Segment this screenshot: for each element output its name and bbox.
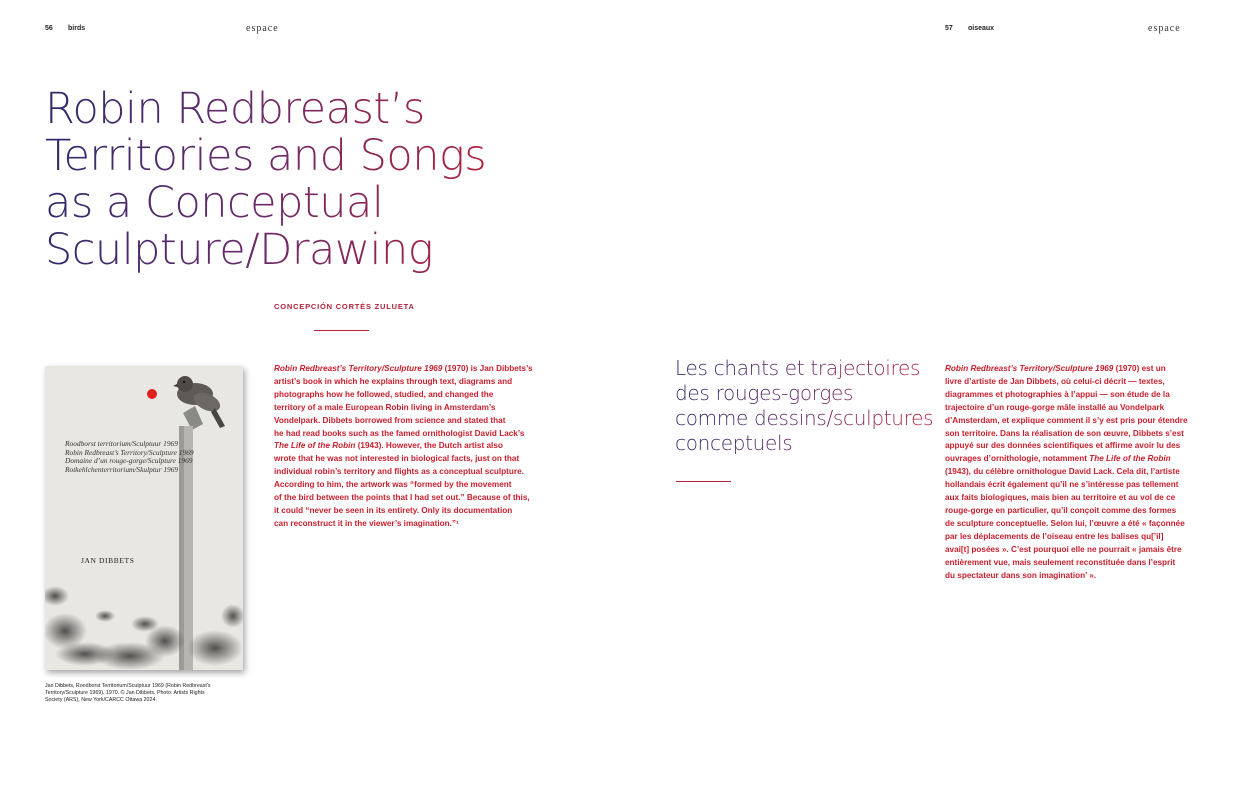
body-line: du spectateur dans son imagination’ ». <box>945 570 1097 580</box>
section-label-right: oiseaux <box>968 25 995 32</box>
body-line: individual robin’s territory and flights as a conceptual sculpture. <box>274 467 524 477</box>
body-line: diagrammes et photographies à l’appui — son étude de la <box>945 389 1170 399</box>
title-line: comme dessins/sculptures <box>675 406 934 430</box>
body-line: livre d’artiste de Jan Dibbets, où celui-ci décrit — textes, <box>945 376 1165 386</box>
robin-red-dot <box>147 389 157 399</box>
caption-line: Jan Dibbets, Roodborst Territorium/Sculptuur 1969 (Robin Redbreast’s <box>45 683 211 689</box>
article-title-fr <box>675 356 935 456</box>
article-body-fr <box>945 363 1207 582</box>
article-body-en <box>274 363 544 531</box>
body-line: de sculpture conceptuelle. Selon lui, l’œuvre a été « façonnée <box>945 518 1185 528</box>
body-line: par les déplacements de l’oiseau entre les balises qu[’il] <box>945 531 1164 541</box>
book-title: The Life of the Robin <box>274 441 356 451</box>
body-line: appuyé sur des données scientifiques et affirme avoir lu des <box>945 441 1181 451</box>
book-cover-line: Robin Redbreast’s Territory/Sculpture 1969 <box>65 447 194 457</box>
page-number-right: 57 <box>945 25 953 32</box>
body-line: Vondelpark. Dibbets borrowed from science and stated that <box>274 415 506 425</box>
body-line: he had read books such as the famed ornithologist David Lack’s <box>274 428 525 438</box>
robin-on-post-photo <box>45 366 243 670</box>
artwork-title: Robin Redbreast’s Territory/Sculpture 1969 <box>945 364 1114 373</box>
book-cover-image <box>45 366 243 670</box>
body-line: d’Amsterdam, et explique comment il s’y est pris pour étendre <box>945 415 1188 425</box>
book-cover-line: Domaine d’un rouge-gorge/Sculpture 1969 <box>65 456 193 466</box>
body-line: son territoire. Dans la réalisation de son œuvre, Dibbets s’est <box>945 428 1184 438</box>
body-line: can reconstruct it in the viewer’s imagination.”¹ <box>274 518 459 528</box>
divider-fr <box>676 481 731 482</box>
body-line: (1970) is Jan Dibbets’s <box>444 364 533 373</box>
book-cover-author: JAN DIBBETS <box>81 556 135 565</box>
body-line: it could “never be seen in its entirety. Only its documentation <box>274 505 513 515</box>
body-line: trajectoire d’un rouge-gorge mâle installé au Vondelpark <box>945 402 1165 412</box>
body-line: photographs how he followed, studied, and changed the <box>274 389 494 399</box>
title-line: Sculpture/Drawing <box>45 225 434 275</box>
body-line: entièrement vue, mais seulement reconstituée dans l’esprit <box>945 557 1176 567</box>
body-line: rouge-gorge en particulier, qu’il conçoit comme des formes <box>945 505 1177 515</box>
book-cover-line: Rotkehlchenterritorium/Skulptur 1969 <box>65 464 179 474</box>
body-line: artist’s book in which he explains through text, diagrams and <box>274 376 513 386</box>
image-caption <box>45 683 240 703</box>
artwork-title: Robin Redbreast’s Territory/Sculpture 1969 <box>274 364 443 373</box>
body-line: of the bird between the points that I had set out.” Because of this, <box>274 493 530 503</box>
body-line: aux faits biologiques, mais bien au territoire et au vol de ce <box>945 493 1176 503</box>
book-cover-title <box>65 440 194 474</box>
body-line: hollandais écrit également qu’il ne s’intéresse pas tellement <box>945 480 1179 490</box>
title-line: as a Conceptual <box>45 178 384 228</box>
body-line: territory of a male European Robin living in Amsterdam’s <box>274 402 496 412</box>
author-name: CONCEPCIÓN CORTÉS ZULUETA <box>274 302 415 311</box>
body-line: avai[t] posées ». C’est pourquoi elle ne pourrait « jamais être <box>945 544 1182 554</box>
section-label-left: birds <box>68 25 86 32</box>
body-line: wrote that he was not interested in biological facts, just on that <box>274 454 520 464</box>
magazine-name-right: espace <box>1148 23 1181 34</box>
title-line: Les chants et trajectoires <box>675 356 921 380</box>
book-title: The Life of the Robin <box>1089 454 1171 464</box>
title-line: des rouges-gorges <box>675 381 854 405</box>
title-line: Robin Redbreast’s <box>45 84 425 134</box>
body-line: (1943), du célèbre ornithologue David Lack. Cela dit, l’artiste <box>945 467 1180 477</box>
article-title-en <box>45 86 505 274</box>
body-line: ouvrages d’ornithologie, notamment <box>945 454 1087 464</box>
title-line: Territories and Songs <box>45 131 487 181</box>
body-line: (1943). However, the Dutch artist also <box>357 441 503 451</box>
divider-en <box>314 330 369 331</box>
body-line: According to him, the artwork was “formed by the movement <box>274 480 512 490</box>
body-line: (1970) est un <box>1115 364 1166 373</box>
caption-line: Society (ARS), New York/CARCC Ottawa 2024. <box>45 696 157 703</box>
book-cover-line: Roodborst territorium/Sculptuur 1969 <box>65 439 178 448</box>
caption-line: Territory/Sculpture 1969), 1970. © Jan Dibbets. Photo: Artists Rights <box>45 689 205 696</box>
magazine-name-left: espace <box>246 23 279 34</box>
page-number-left: 56 <box>45 25 53 32</box>
title-line: conceptuels <box>675 431 793 455</box>
